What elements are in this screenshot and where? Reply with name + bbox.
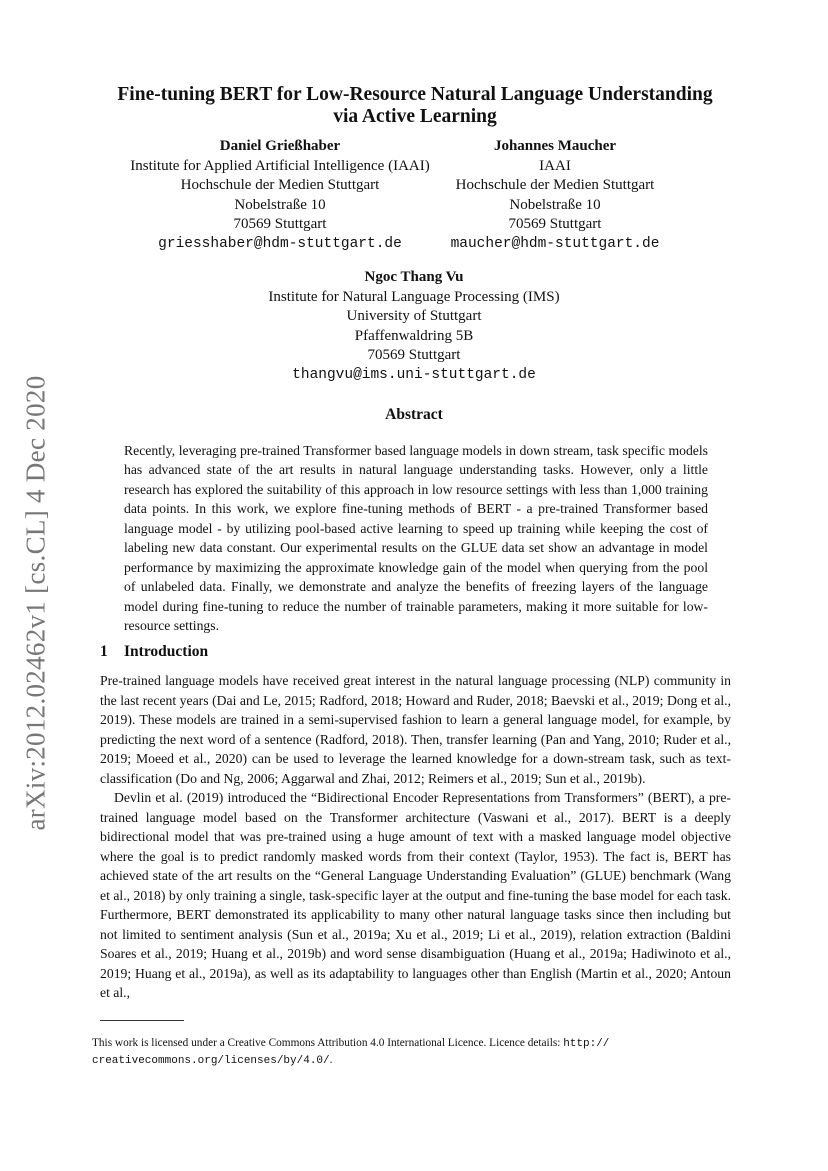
footnote [92,1035,732,1069]
author-affiliation: Institute for Natural Language Processing (IMS) [268,288,560,305]
author-block-1 [100,137,460,254]
author-street: Nobelstraße 10 [509,196,601,213]
intro-paragraph-1: Pre-trained language models have received great interest in the natural language processing (NLP) community in the last recent years (Dai and Le, 2015; Radford, 2018; Howard and Ruder, 2018; Baevski et al., 2019; Dong et al., 2019). These models are trained in a semi-supervised fashion to learn a general language model, for example, by predicting the next word of a sentence (Radford, 2018). Then, transfer learning (Pan and Yang, 2010; Ruder et al., 2019; Moeed et al., 2020) can be used to leverage the learned knowledge for a down-stream task, such as text-classification (Do and Ng, 2006; Aggarwal and Zhai, 2012; Reimers et al., 2019; Sun et al., 2019b). [100,673,731,786]
paper-title [90,84,740,128]
section-heading-introduction [100,643,208,661]
abstract-text: Recently, leveraging pre-trained Transformer based language models in down stream, task specific models has advanced state of the art results in natural language understanding tasks. However, only a little research has explored the suitability of this approach in low resource settings with less than 1,000 training data points. In this work, we explore fine-tuning methods of BERT - a pre-trained Transformer based language model - by utilizing pool-based active learning to speed up training while keeping the cost of labeling new data constant. Our experimental results on the GLUE data set show an advantage in model performance by maximizing the approximate knowledge gain of the model when querying from the pool of unlabeled data. Finally, we demonstrate and analyze the benefits of freezing layers of the language model during fine-tuning to reduce the number of trainable parameters, making it more suitable for low-resource settings. [124,443,708,634]
title-line-1: Fine-tuning BERT for Low-Resource Natural Language Understanding [117,84,713,105]
footnote-url-part-1: http:// [563,1038,610,1050]
footnote-end: . [329,1054,333,1066]
footnote-url-part-2: creativecommons.org/licenses/by/4.0/ [92,1055,330,1067]
author-affiliation: Institute for Applied Artificial Intelligence (IAAI) [130,157,430,174]
author-block-2 [430,137,680,254]
author-institution: Hochschule der Medien Stuttgart [180,177,380,193]
author-email: griesshaber@hdm-stuttgart.de [158,235,402,252]
section-title: Introduction [124,643,209,660]
arxiv-identifier: arXiv:2012.02462v1 [cs.CL] 4 Dec 2020 [20,375,51,831]
author-institution: Hochschule der Medien Stuttgart [455,177,655,193]
title-line-2: via Active Learning [333,106,497,127]
author-city: 70569 Stuttgart [508,216,602,232]
author-name: Johannes Maucher [493,138,617,154]
author-city: 70569 Stuttgart [233,216,327,232]
author-street: Nobelstraße 10 [234,196,326,213]
intro-paragraph-2: Devlin et al. (2019) introduced the “Bidirectional Encoder Representations from Transformers” (BERT), a pre-trained language model based on the Transformer architecture (Vaswani et al., 2017). BERT is a deeply bidirectional model that was pre-trained using a huge amount of text with a masked language model objective where the goal is to predict randomly masked words from their context (Taylor, 1953). The fact is, BERT has achieved state of the art results on the “General Language Understanding Evaluation” (GLUE) benchmark (Wang et al., 2018) by only training a single, task-specific layer at the output and fine-tuning the base model for each task. Furthermore, BERT demonstrated its applicability to many other natural language tasks since then including but not limited to sentiment analysis (Sun et al., 2019a; Xu et al., 2019; Li et al., 2019), relation extraction (Baldini Soares et al., 2019; Huang et al., 2019b) and word sense disambiguation (Huang et al., 2019a; Hadiwinoto et al., 2019; Huang et al., 2019a), as well as its adaptability to languages other than English (Martin et al., 2020; Antoun et al., [100,790,731,1000]
author-email: thangvu@ims.uni-stuttgart.de [292,366,536,383]
footnote-text: This work is licensed under a Creative Commons Attribution 4.0 International Licence. Licence details: [92,1037,564,1049]
author-name: Daniel Grießhaber [219,138,341,154]
section-number: 1 [100,643,108,660]
footnote-rule [100,1020,184,1021]
author-institution: University of Stuttgart [346,308,482,324]
arxiv-sidebar [12,368,60,838]
author-block-3 [214,268,614,385]
introduction-body [100,671,731,1003]
author-city: 70569 Stuttgart [367,347,461,363]
author-affiliation: IAAI [539,157,571,174]
author-name: Ngoc Thang Vu [364,269,464,285]
author-email: maucher@hdm-stuttgart.de [450,235,660,252]
author-street: Pfaffenwaldring 5B [354,327,474,344]
abstract-heading: Abstract [385,406,443,423]
